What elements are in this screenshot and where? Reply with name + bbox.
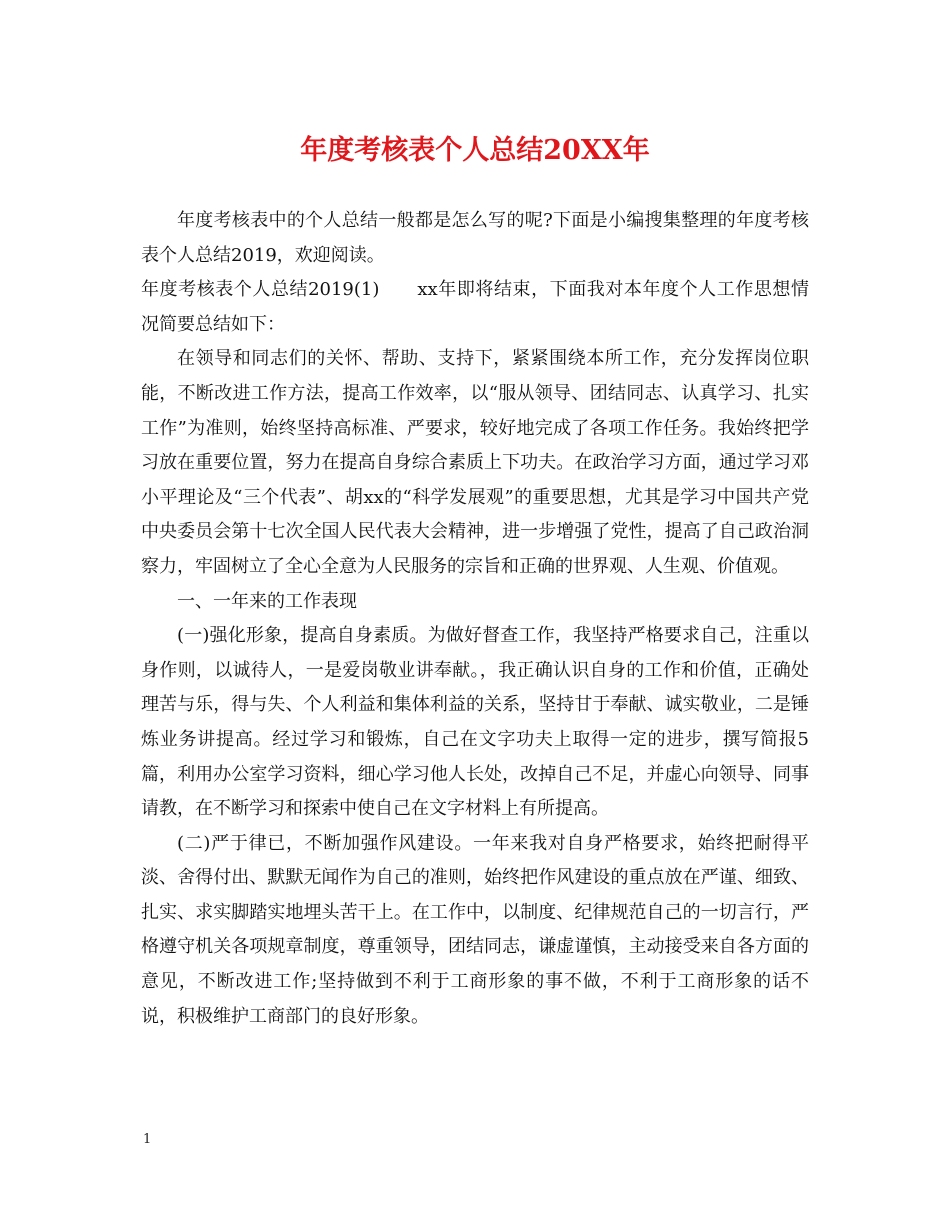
page-number: 1 <box>143 1132 152 1147</box>
body-paragraph-1: 在领导和同志们的关怀、帮助、支持下，紧紧围绕本所工作，充分发挥岗位职能，不断改进工作方法，提高工作效率，以“服从领导、团结同志、认真学习、扎实工作”为准则，始终坚持高标准、严要求，较好地完成了各项工作任务。我始终把学习放在重要位置，努力在提高自身综合素质上下功夫。在政治学习方面，通过学习邓小平理论及“三个代表”、胡xx的“科学发展观”的重要思想，尤其是学习中国共产党中央委员会第十七次全国人民代表大会精神，进一步增强了党性，提高了自己政治洞察力，牢固树立了全心全意为人民服务的宗旨和正确的世界观、人生观、价值观。 <box>141 348 809 577</box>
document-body <box>141 204 809 1034</box>
section-subtitle: 年度考核表个人总结2019(1) <box>141 279 380 301</box>
subtitle-paragraph <box>141 273 809 342</box>
body-paragraph-3: (二)严于律已，不断加强作风建设。一年来我对自身严格要求，始终把耐得平淡、舍得付出、默默无闻作为自己的准则，始终把作风建设的重点放在严谨、细致、扎实、求实脚踏实地埋头苦干上。在工作中，以制度、纪律规范自己的一切言行，严格遵守机关各项规章制度，尊重领导，团结同志，谦虚谨慎，主动接受来自各方面的意见，不断改进工作;坚持做到不利于工商形象的事不做，不利于工商形象的话不说，积极维护工商部门的良好形象。 <box>141 832 809 1027</box>
section-heading: 一、一年来的工作表现 <box>177 590 357 612</box>
opening-sentence: xx年即将结束，下面我对本年度个人工作思想情况简要总结如下： <box>141 279 809 335</box>
body-paragraph-2: (一)强化形象，提高自身素质。为做好督查工作，我坚持严格要求自己，注重以身作则，以诚待人，一是爱岗敬业讲奉献。，我正确认识自身的工作和价值，正确处理苦与乐，得与失、个人利益和集体利益的关系，坚持甘于奉献、诚实敬业，二是锤炼业务讲提高。经过学习和锻炼，自己在文字功夫上取得一定的进步，撰写简报5篇，利用办公室学习资料，细心学习他人长处，改掉自己不足，并虚心向领导、同事请教，在不断学习和探索中使自己在文字材料上有所提高。 <box>141 625 809 820</box>
intro-paragraph: 年度考核表中的个人总结一般都是怎么写的呢?下面是小编搜集整理的年度考核表个人总结2019，欢迎阅读。 <box>141 210 809 266</box>
page-title: 年度考核表个人总结20XX年 <box>300 135 650 166</box>
